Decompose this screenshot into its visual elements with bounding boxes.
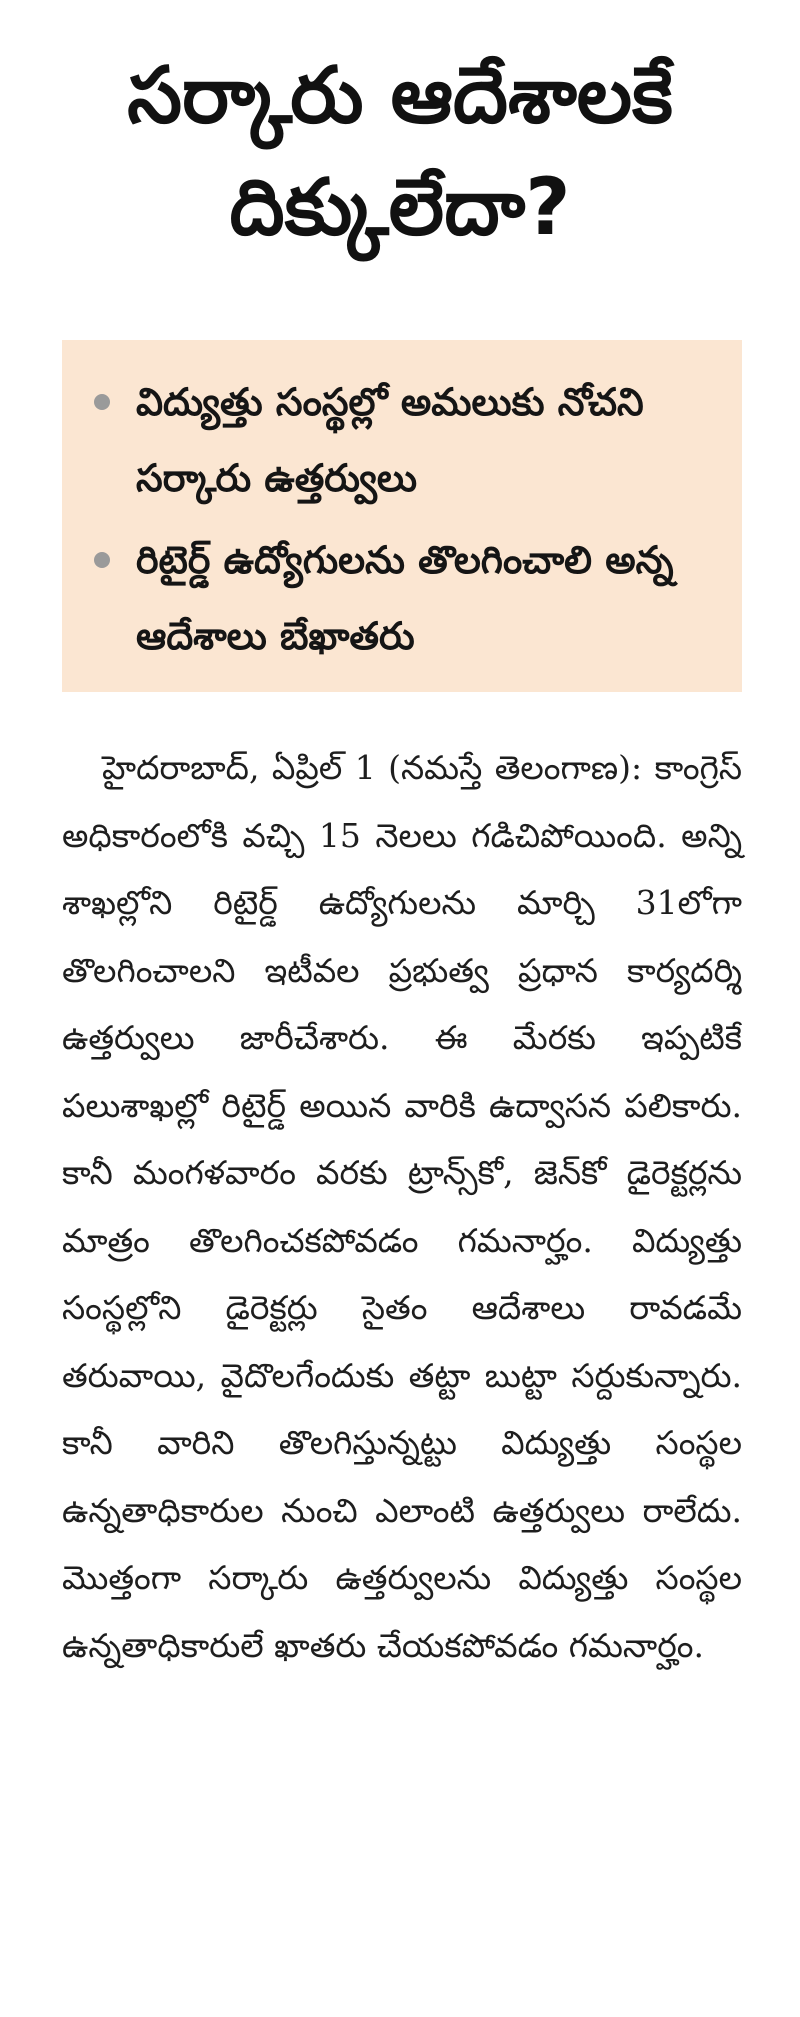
highlight-text: రిటైర్డ్ ఉద్యోగులను తొలగించాలి అన్న ఆదేశాలు బేఖాతరు: [136, 538, 674, 658]
highlights-box: [62, 340, 742, 692]
highlight-item: [90, 522, 718, 674]
article-body: హైదరాబాద్, ఏప్రిల్ 1 (నమస్తే తెలంగాణ): కాంగ్రెస్ అధికారంలోకి వచ్చి 15 నెలలు గడిచిపోయింది. అన్ని శాఖల్లోని రిటైర్డ్ ఉద్యోగులను మార్చి 31లోగా తొలగించాలని ఇటీవల ప్రభుత్వ ప్రధాన కార్యదర్శి ఉత్తర్వులు జారీచేశారు. ఈ మేరకు ఇప్పటికే పలుశాఖల్లో రిటైర్డ్ అయిన వారికి ఉద్వాసన పలికారు. కానీ మంగళవారం వరకు ట్రాన్స్‌కో, జెన్‌కో డైరెక్టర్లను మాత్రం తొలగించకపోవడం గమనార్హం. విద్యుత్తు సంస్థల్లోని డైరెక్టర్లు సైతం ఆదేశాలు రావడమే తరువాయి, వైదొలగేందుకు తట్టా బుట్టా సర్దుకున్నారు. కానీ వారిని తొలగిస్తున్నట్టు విద్యుత్తు సంస్థల ఉన్నతాధికారుల నుంచి ఎలాంటి ఉత్తర్వులు రాలేదు. మొత్తంగా సర్కారు ఉత్తర్వులను విద్యుత్తు సంస్థల ఉన్నతాధికారులే ఖాతరు చేయకపోవడం గమనార్హం.: [62, 748, 742, 1665]
bullet-dot-icon: [94, 394, 110, 410]
bullet-dot-icon: [94, 552, 110, 568]
highlight-text: విద్యుత్తు సంస్థల్లో అమలుకు నోచని సర్కారు ఉత్తర్వులు: [136, 380, 644, 500]
highlight-item: [90, 364, 718, 516]
headline: సర్కారు ఆదేశాలకే దిక్కులేదా?: [127, 51, 673, 253]
